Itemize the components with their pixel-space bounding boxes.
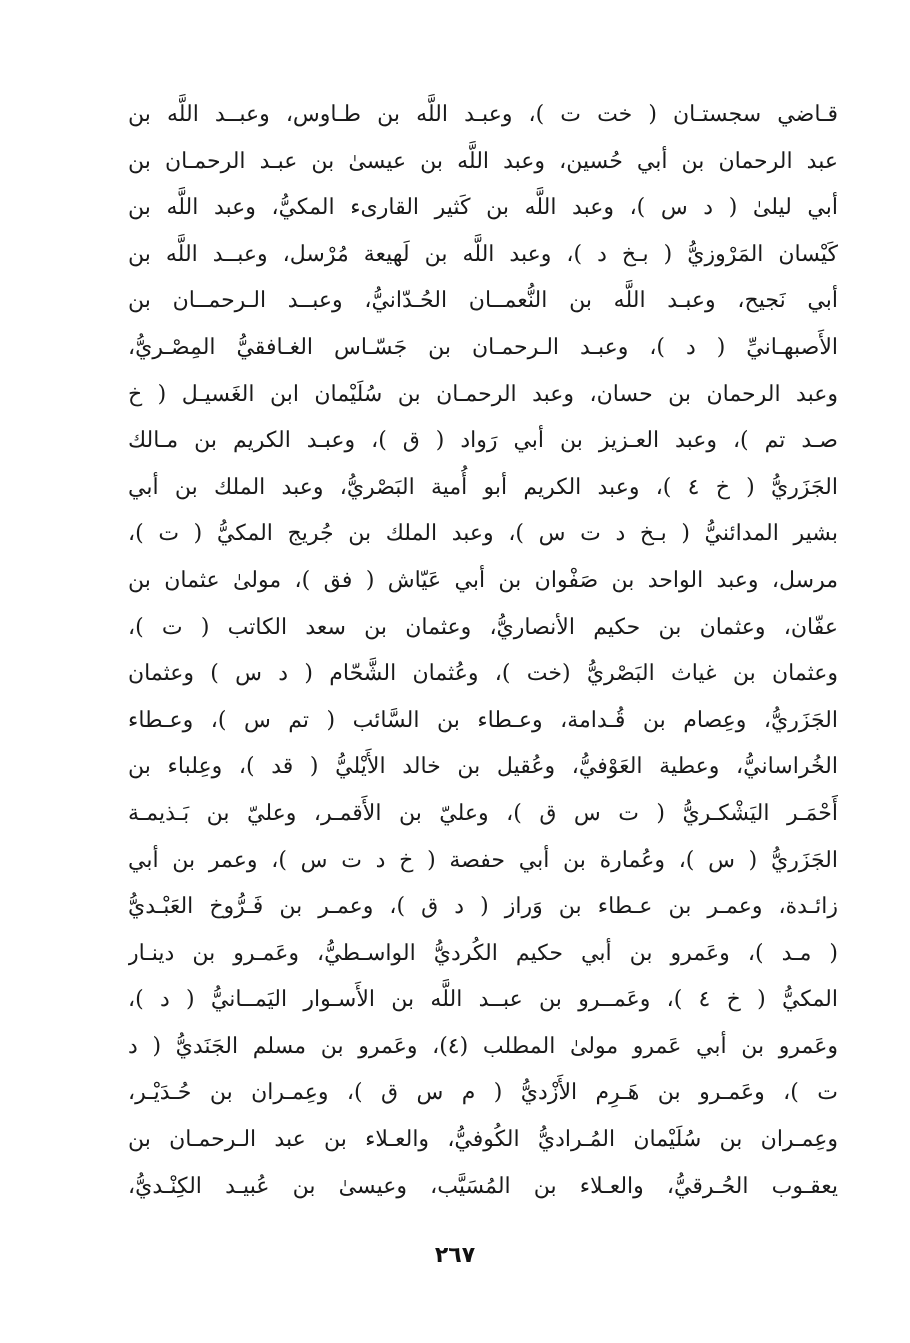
text-line: المكيُّ ( خ ٤ )، وعَمــرو بن عبــد اللَّه بن الأَسـوار اليَمــانيُّ ( د )، xyxy=(128,987,838,1013)
body-text xyxy=(128,92,838,1210)
page-number: ٢٦٧ xyxy=(434,1243,476,1268)
text-line: مرسل، وعبد الواحد بن صَفْوان بن أبي عَيّاش ( فق )، مولىٰ عثمان بن xyxy=(128,567,838,593)
text-line: الجَزَريُّ ( س )، وعُمارة بن أبي حفصة ( خ د ت س )، وعمر بن أبي xyxy=(128,847,838,873)
text-line: الأَصبهـانيِّ ( د )، وعبـد الـرحمـان بن جَسّـاس الغـافقيُّ المِصْـريُّ، xyxy=(128,334,838,360)
text-line: عبد الرحمان بن أبي حُسين، وعبد اللَّه بن عيسىٰ بن عبـد الرحمـان بن xyxy=(128,148,838,174)
text-line: وعثمان بن غياث البَصْريُّ (خت )، وعُثمان الشَّحّام ( د س ) وعثمان xyxy=(128,661,838,687)
text-line: أبي نَجيح، وعبـد اللَّه بن النُّعمــان الحُـدّانيُّ، وعبــد الـرحمــان بن xyxy=(128,288,838,314)
text-line: أبي ليلىٰ ( د س )، وعبد اللَّه بن كَثير القارىء المكيُّ، وعبد اللَّه بن xyxy=(128,195,838,221)
text-line: زائـدة، وعمـر بن عـطاء بن وَراز ( د ق )، وعمـر بن فَـرُّوخ العَبْـديُّ xyxy=(128,894,838,920)
text-line: بشير المدائنيُّ ( بـخ د ت س )، وعبد الملك بن جُريج المكيُّ ( ت )، xyxy=(128,521,838,547)
text-line: يعقـوب الحُـرقيُّ، والعـلاء بن المُسَيَّب، وعيسىٰ بن عُبيـد الكِنْـديُّ، xyxy=(128,1173,838,1199)
text-line: الجَزَريُّ ( خ ٤ )، وعبد الكريم أبو أُمية البَصْريُّ، وعبد الملك بن أبي xyxy=(128,474,838,500)
text-line: الجَزَريُّ، وعِصام بن قُـدامة، وعـطاء بن السَّائب ( تم س )، وعـطاء xyxy=(128,707,838,733)
text-line: وعبد الرحمان بن حسان، وعبد الرحمـان بن سُلَيْمان ابن الغَسيـل ( خ xyxy=(128,381,838,407)
text-line: ( مـد )، وعَمرو بن أبي حكيم الكُرديُّ الواسـطيُّ، وعَمـرو بن دينـار xyxy=(128,940,838,966)
text-line: قـاضي سجستـان ( خت ت )، وعبـد اللَّه بن طـاوس، وعبــد اللَّه بن xyxy=(128,102,838,127)
text-line: صـد تم )، وعبد العـزيز بن أبي رَواد ( ق )، وعبـد الكريم بن مـالك xyxy=(128,428,838,454)
text-line: عفّان، وعثمان بن حكيم الأنصاريُّ، وعثمان بن سعد الكاتب ( ت )، xyxy=(128,614,838,640)
text-line: أَحْمَـر اليَشْكـريُّ ( ت س ق )، وعليّ بن الأَقمـر، وعليّ بن بَـذيمـة xyxy=(128,800,838,826)
text-line: ت )، وعَمـرو بن هَـرِم الأَزْديُّ ( م س ق )، وعِمـران بن حُـدَيْـر، xyxy=(128,1080,838,1106)
text-line: وعَمرو بن أبي عَمرو مولىٰ المطلب (٤)، وعَمرو بن مسلم الجَنَديُّ ( د xyxy=(128,1033,838,1059)
text-line: وعِمـران بن سُلَيْمان المُـراديُّ الكُوفيُّ، والعـلاء بن عبد الـرحمـان بن xyxy=(128,1127,838,1153)
text-line: الخُراسانيُّ، وعطية العَوْفيُّ، وعُقيل بن خالد الأَيْليُّ ( قد )، وعِلباء بن xyxy=(128,754,838,780)
text-line: كَيْسان المَرْوزيُّ ( بـخ د )، وعبد اللَّه بن لَهيعة مُرْسل، وعبــد اللَّه بن xyxy=(128,241,838,267)
